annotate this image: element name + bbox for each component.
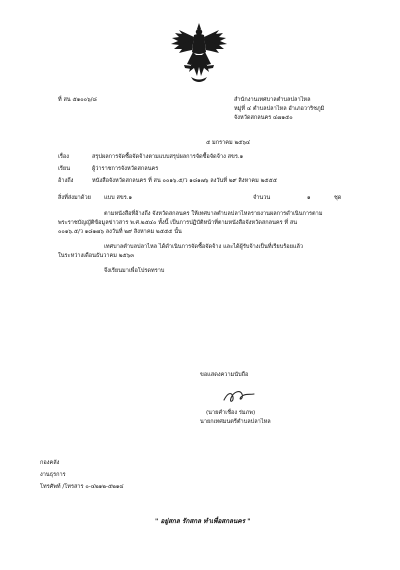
office-name: สำนักงานเทศบาลตำบลปลาไหล	[234, 97, 311, 103]
recipient-text: ผู้ว่าราชการจังหวัดสกลนคร	[92, 166, 159, 172]
signer-position: นายกเทศมนตรีตำบลปลาไหล	[200, 419, 271, 425]
body-paragraph2-line1: เทศบาลตำบลปลาไหล ได้ดำเนินการจัดซื้อจัดจ้าง และได้ผู้รับจ้างเป็นที่เรียบร้อยแล้ว	[104, 244, 304, 250]
enclosure-label: สิ่งที่ส่งมาด้วย	[58, 195, 91, 201]
office-address-line2: จังหวัดสกลนคร ๔๗๑๕๐	[234, 115, 293, 121]
enclosure-qty: ๑	[307, 195, 311, 201]
enclosure-unit: ชุด	[334, 195, 342, 201]
document-number: ที่ สน ๕๑๐๐๖/๘	[58, 97, 97, 103]
recipient-label: เรียน	[58, 166, 71, 172]
document-date: ๕ มกราคม ๒๕๖๔	[206, 140, 251, 146]
office-address-line1: หมู่ที่ ๔ ตำบลปลาไหล อำเภอวาริชภูมิ	[234, 106, 325, 112]
body-paragraph2-line2: ในระหว่างเดือนธันวาคม ๒๕๖๓	[58, 253, 135, 259]
footer-slogan: " อยู่สกล รักสกล ทำเพื่อสกลนคร "	[155, 517, 251, 525]
subject-text: สรุปผลการจัดซื้อจัดจ้างตามแบบสรุปผลการจัดซื้อจัดจ้าง สขร.๑	[92, 154, 244, 160]
footer-section: งานธุรการ	[40, 472, 66, 478]
reference-label: อ้างถึง	[58, 178, 74, 184]
body-paragraph1-line1: ตามหนังสือที่อ้างถึง จังหวัดสกลนคร ให้เทศบาลตำบลปลาไหลรายงานผลการดำเนินการตาม	[104, 211, 323, 217]
enclosure-item: แบบ สขร.๑	[104, 195, 133, 201]
reference-text: หนังสือจังหวัดสกลนคร ที่ สน ๐๐๑๖.๕/ว ๑๘๑๗๖ ลงวันที่ ๒๙ สิงหาคม ๒๕๕๕	[92, 178, 277, 184]
enclosure-qty-label: จำนวน	[253, 195, 271, 201]
garuda-emblem-icon	[167, 20, 231, 88]
handwritten-signature-icon	[222, 388, 256, 406]
footer-division: กองคลัง	[40, 460, 60, 466]
footer-phone: โทรศัพท์ /โทรสาร ๐-๔๒๑๒-๕๒๑๔	[40, 484, 124, 490]
body-paragraph1-line2: พระราชบัญญัติข้อมูลข่าวสาร พ.ศ.๒๕๔๐ ทั้งนี้ เป็นการปฏิบัติหน้าที่ตามหนังสือจังหวัดสกลนคร ที่ สน	[58, 220, 298, 226]
body-paragraph1-line3: ๐๐๑๖.๕/ว ๑๘๑๗๖ ลงวันที่ ๒๙ สิงหาคม ๒๕๕๕ นั้น	[58, 229, 182, 235]
signature-closing: ขอแสดงความนับถือ	[200, 372, 249, 378]
signer-name: (นายคำเชื่อง ร่มภพ)	[206, 410, 256, 416]
subject-label: เรื่อง	[58, 154, 70, 160]
body-closing-sentence: จึงเรียนมาเพื่อโปรดทราบ	[104, 268, 165, 274]
